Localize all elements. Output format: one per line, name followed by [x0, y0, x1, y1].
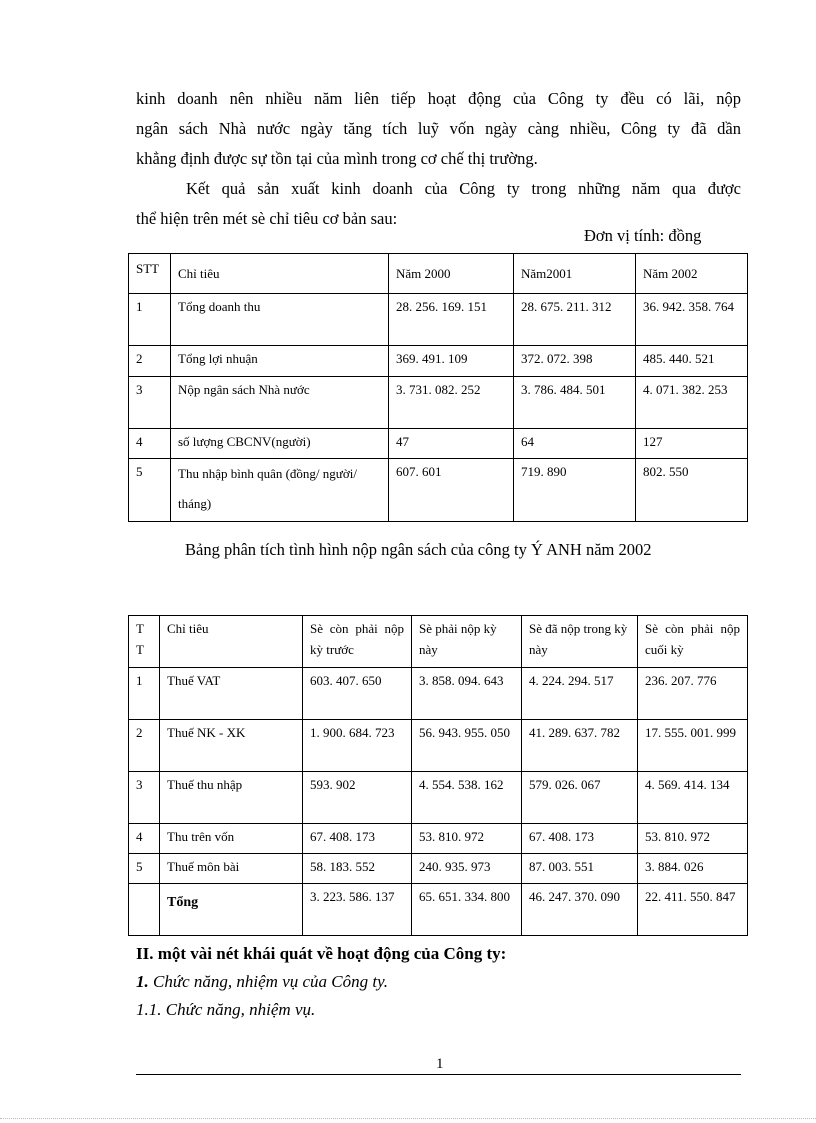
- budget-table-header: [129, 616, 748, 668]
- table-cell: 4. 071. 382. 253: [636, 377, 748, 429]
- table-cell: 485. 440. 521: [636, 346, 748, 377]
- header-cell: STT: [129, 254, 171, 294]
- table-cell: Thu trên vốn: [160, 824, 303, 854]
- table-row: [129, 720, 748, 772]
- table-cell: 3. 858. 094. 643: [412, 668, 522, 720]
- table-cell: 579. 026. 067: [522, 772, 638, 824]
- table-cell: 22. 411. 550. 847: [638, 884, 748, 936]
- page-number: 1: [436, 1056, 444, 1072]
- header-cell: Năm2001: [514, 254, 636, 294]
- table-cell: 3: [129, 772, 160, 824]
- table-cell: 5: [129, 459, 171, 522]
- table-cell: 1: [129, 668, 160, 720]
- table-cell: 65. 651. 334. 800: [412, 884, 522, 936]
- table-cell: 240. 935. 973: [412, 854, 522, 884]
- unit-label: Đơn vị tính: đồng: [584, 226, 702, 245]
- table-cell: 3: [129, 377, 171, 429]
- table-cell: 372. 072. 398: [514, 346, 636, 377]
- table-cell: 719. 890: [514, 459, 636, 522]
- table-cell: 41. 289. 637. 782: [522, 720, 638, 772]
- table-row: [129, 377, 748, 429]
- table-row: [129, 668, 748, 720]
- table-cell: 802. 550: [636, 459, 748, 522]
- table-cell: Thuế môn bài: [160, 854, 303, 884]
- intro-line-1: kinh doanh nên nhiều năm liên tiếp hoạt động của Công ty đều có lãi, nộp: [136, 89, 741, 108]
- header-cell: T T: [129, 616, 160, 668]
- table-cell: 17. 555. 001. 999: [638, 720, 748, 772]
- table-cell: [129, 884, 160, 936]
- sub-heading-text: Chức năng, nhiệm vụ của Công ty.: [148, 972, 388, 991]
- table-row: [129, 429, 748, 459]
- table-cell: 3. 223. 586. 137: [303, 884, 412, 936]
- table-cell: số lượng CBCNV(người): [171, 429, 389, 459]
- table-row: [129, 772, 748, 824]
- table-row-total: [129, 884, 748, 936]
- table-cell: Thuế VAT: [160, 668, 303, 720]
- intro-line-4: Kết quả sản xuất kinh doanh của Công ty trong những năm qua được: [186, 179, 741, 198]
- table-cell: 1. 900. 684. 723: [303, 720, 412, 772]
- table-cell: 5: [129, 854, 160, 884]
- budget-table: [128, 615, 748, 936]
- header-cell: Chỉ tiêu: [171, 254, 389, 294]
- table-row: [129, 346, 748, 377]
- header-cell: Chỉ tiêu: [160, 616, 303, 668]
- section-heading: II. một vài nét khái quát về hoạt động của Công ty:: [136, 944, 507, 963]
- sub-heading-number: 1.: [136, 972, 149, 991]
- table-cell: 28. 675. 211. 312: [514, 294, 636, 346]
- sub-sub-heading: 1.1. Chức năng, nhiệm vụ.: [136, 1000, 316, 1019]
- table-cell: 53. 810. 972: [412, 824, 522, 854]
- table-cell: 3. 884. 026: [638, 854, 748, 884]
- table-cell: Thu nhập bình quân (đồng/ người/ tháng): [171, 459, 389, 522]
- table-cell: 4: [129, 429, 171, 459]
- table-cell: 3. 731. 082. 252: [389, 377, 514, 429]
- table-cell: 369. 491. 109: [389, 346, 514, 377]
- table-cell: 47: [389, 429, 514, 459]
- header-cell: Sè đã nộp trong kỳ này: [522, 616, 638, 668]
- table-row: [129, 294, 748, 346]
- table-cell: 28. 256. 169. 151: [389, 294, 514, 346]
- table-cell: 67. 408. 173: [303, 824, 412, 854]
- results-table: [128, 253, 748, 522]
- table-cell: 607. 601: [389, 459, 514, 522]
- table-cell: 2: [129, 346, 171, 377]
- table-cell: 593. 902: [303, 772, 412, 824]
- header-cell: Sè phải nộp kỳ này: [412, 616, 522, 668]
- page-edge-rule: [0, 1118, 816, 1119]
- results-table-header: [129, 254, 748, 294]
- table-row: [129, 854, 748, 884]
- table-cell: Tổng lợi nhuận: [171, 346, 389, 377]
- header-cell: Sè còn phải nộp kỳ trước: [303, 616, 412, 668]
- table-cell: 4. 554. 538. 162: [412, 772, 522, 824]
- table-cell: Thuế NK - XK: [160, 720, 303, 772]
- intro-paragraph: [136, 84, 741, 234]
- table-cell: Thuế thu nhập: [160, 772, 303, 824]
- intro-line-5: thể hiện trên mét sè chỉ tiêu cơ bản sau:: [136, 209, 398, 228]
- table-cell: 53. 810. 972: [638, 824, 748, 854]
- table-cell: 4. 569. 414. 134: [638, 772, 748, 824]
- table2-caption: Bảng phân tích tình hình nộp ngân sách của công ty Ý ANH năm 2002: [185, 540, 652, 559]
- table-cell: 2: [129, 720, 160, 772]
- table-cell: 36. 942. 358. 764: [636, 294, 748, 346]
- table-cell: 236. 207. 776: [638, 668, 748, 720]
- header-cell: Năm 2002: [636, 254, 748, 294]
- table-cell: 67. 408. 173: [522, 824, 638, 854]
- table-row: [129, 459, 748, 522]
- sub-heading: [136, 972, 388, 992]
- header-cell: Sè còn phải nộp cuối kỳ: [638, 616, 748, 668]
- table-cell: 4: [129, 824, 160, 854]
- intro-line-3: khẳng định được sự tồn tại của mình trong cơ chế thị trường.: [136, 149, 538, 168]
- table-cell: 56. 943. 955. 050: [412, 720, 522, 772]
- table-cell: Nộp ngân sách Nhà nước: [171, 377, 389, 429]
- table-row: [129, 824, 748, 854]
- table-cell: 4. 224. 294. 517: [522, 668, 638, 720]
- total-label: Tổng: [160, 884, 303, 936]
- table-cell: 1: [129, 294, 171, 346]
- table-cell: 127: [636, 429, 748, 459]
- footer-rule: [136, 1074, 741, 1075]
- header-cell: Năm 2000: [389, 254, 514, 294]
- table-cell: 87. 003. 551: [522, 854, 638, 884]
- table-cell: 603. 407. 650: [303, 668, 412, 720]
- table-cell: 46. 247. 370. 090: [522, 884, 638, 936]
- table-cell: 58. 183. 552: [303, 854, 412, 884]
- table-cell: 3. 786. 484. 501: [514, 377, 636, 429]
- table-cell: 64: [514, 429, 636, 459]
- table-cell: Tổng doanh thu: [171, 294, 389, 346]
- intro-line-2: ngân sách Nhà nước ngày tăng tích luỹ vốn ngày càng nhiều, Công ty đã dần: [136, 119, 741, 138]
